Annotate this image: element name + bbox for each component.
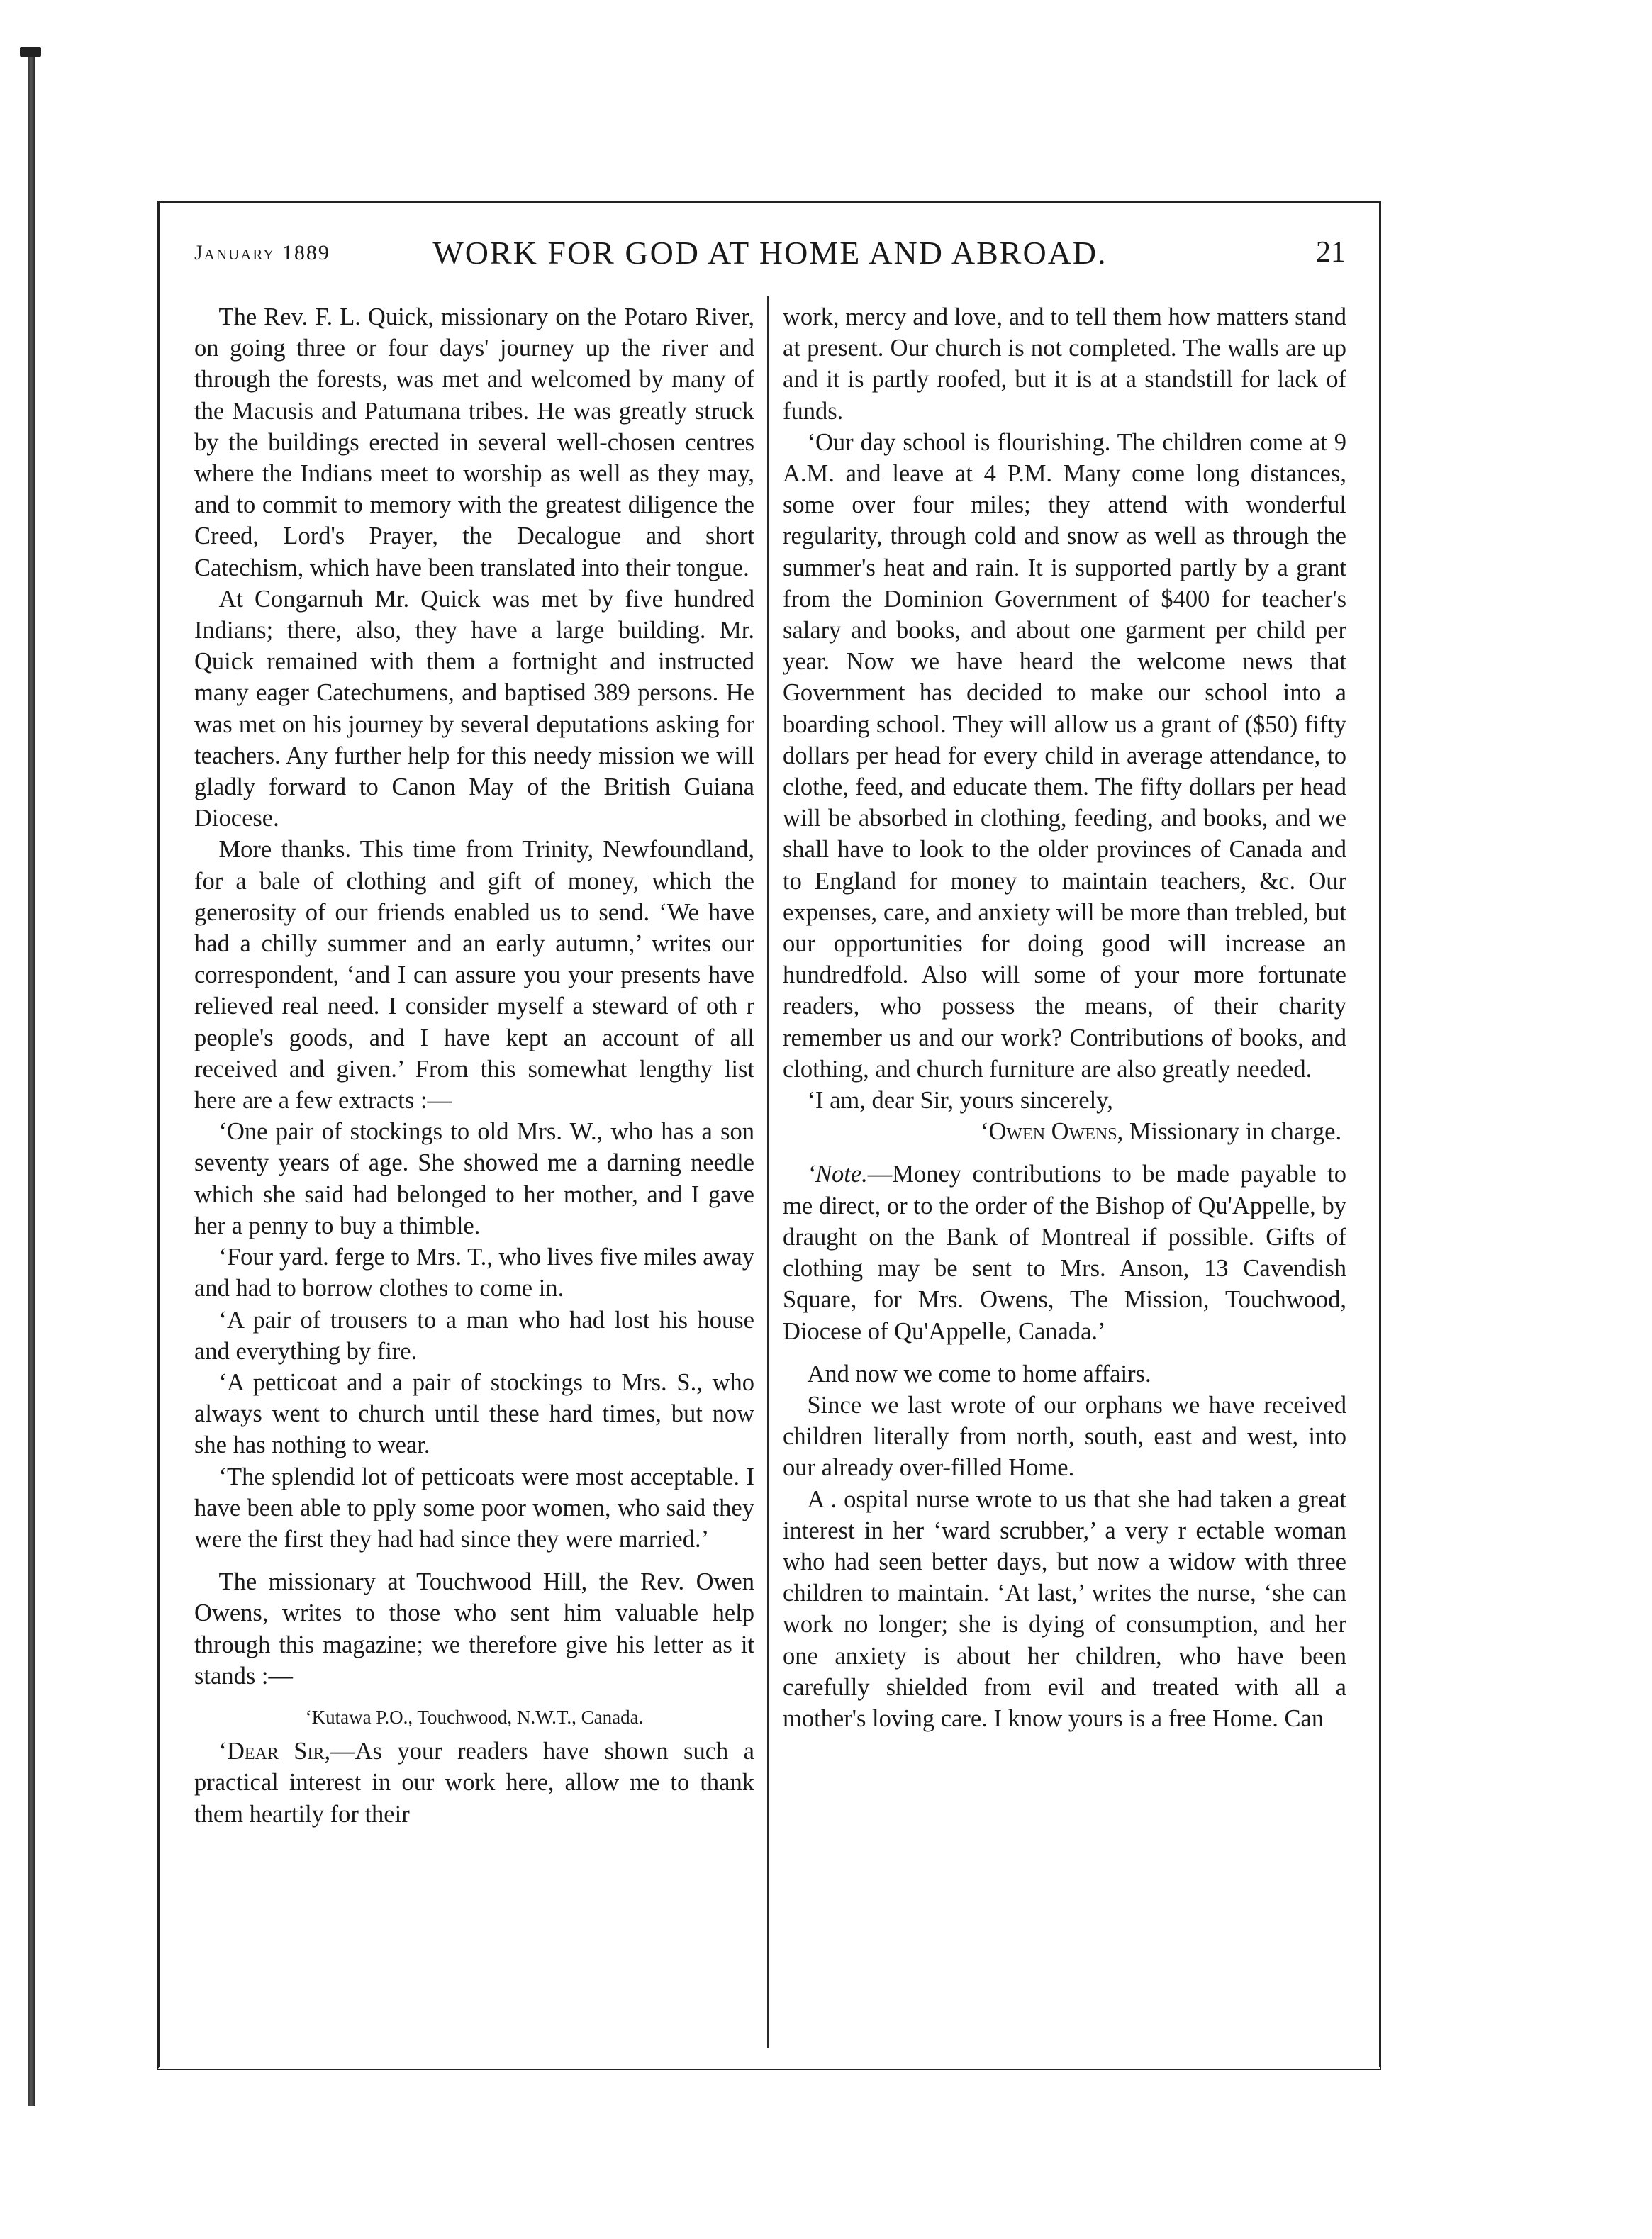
header-date: January 1889	[194, 241, 330, 264]
letter-start: —As your readers have shown such a practical interest in our work here, allow me to thank them heartily for their	[194, 1738, 754, 1828]
binding-mark	[20, 47, 41, 57]
right-column	[783, 301, 1346, 1734]
home-affairs-intro: And now we come to home affairs.	[807, 1360, 1151, 1387]
extract-splendid: ‘The splendid lot of petticoats were most acceptable. I have been able to pply some poor women, who said they were the first they had had since they were married.’	[194, 1463, 754, 1553]
letter-closing: ‘I am, dear Sir, yours sincerely,	[807, 1087, 1113, 1115]
note-paragraph	[783, 1158, 1346, 1346]
column-divider	[767, 296, 769, 2048]
extract-trousers: ‘A pair of trousers to a man who had lost his house and everything by fire.	[194, 1306, 754, 1365]
paragraph-church: work, mercy and love, and to tell them how matters stand at present. Our church is not completed. The walls are up and it is partly roofed, but it is at a standstill for lack of funds.	[783, 303, 1346, 425]
paragraph-orphans: Since we last wrote of our orphans we have received children literally from north, south, east and west, into our already over-filled Home.	[783, 1391, 1346, 1482]
paragraph-congarnuh: At Congarnuh Mr. Quick was met by five hundred Indians; there, also, they have a large building. Mr. Quick remained with them a fortnight and instructed many eager Catechumens, and baptised 389 persons. He was met on his journey by several deputations asking for teachers. Any further help for this needy mission we will gladly forward to Canon May of the British Guiana Diocese.	[194, 585, 754, 832]
letter-salutation: ‘Dear Sir,	[218, 1738, 331, 1765]
extract-stockings: ‘One pair of stockings to old Mrs. W., who has a son seventy years of age. She showed me a darning needle which she said had belonged to her mother, and I gave her a penny to buy a thimble.	[194, 1118, 754, 1239]
extract-petticoat: ‘A petticoat and a pair of stockings to Mrs. S., who always went to church until these hard times, but now she has nothing to wear.	[194, 1368, 754, 1459]
extract-serge: ‘Four yard. ferge to Mrs. T., who lives five miles away and had to borrow clothes to come in.	[194, 1244, 754, 1302]
paragraph-quick: The Rev. F. L. Quick, missionary on the Potaro River, on going three or four days' journey up the river and through the forests, was met and welcomed by many of the Macusis and Patumana tribes. He was greatly struck by the buildings erected in several well-chosen centres where the Indians meet to worship as well as they may, and to commit to memory with the greatest diligence the Creed, Lord's Prayer, the Decalogue and short Catechism, which have been translated into their tongue.	[194, 303, 754, 581]
letter-address: ‘Kutawa P.O., Touchwood, N.W.T., Canada.	[305, 1706, 644, 1728]
page-number: 21	[1316, 236, 1346, 269]
paragraph-hospital-nurse: A . ospital nurse wrote to us that she had taken a great interest in her ‘ward scrubber,’ a very r ectable woman who had seen better days, but now a widow with three children to maintain. ‘At last,’ writes the nurse, ‘she can work no longer; she is dying of consumption, and her one anxiety is about her children, who have been carefully shielded from evil and treated with all a mother's loving care. I know yours is a free Home. Can	[783, 1485, 1346, 1732]
page-binding-edge	[28, 50, 35, 2106]
note-text: —Money contributions to be made payable to me direct, or to the order of the Bishop of Qu'Appelle, by draught on the Bank of Montreal if possible. Gifts of clothing may be sent to Mrs. Anson, 13 Cavendish Square, for Mrs. Owens, The Mission, Touchwood, Diocese of Qu'Appelle, Canada.’	[783, 1161, 1346, 1345]
signature-name: ‘Owen Owens,	[981, 1118, 1124, 1146]
note-label: ‘Note.	[807, 1161, 868, 1188]
paragraph-thanks: More thanks. This time from Trinity, Newfoundland, for a bale of clothing and gift of money, which the generosity of our friends enabled us to send. ‘We have had a chilly summer and an early autumn,’ writes our correspondent, ‘and I can assure you your presents have relieved real need. I consider myself a steward of oth r people's goods, and I have kept an account of all received and given.’ From this somewhat lengthy list here are a few extracts :—	[194, 836, 754, 1115]
paragraph-day-school: ‘Our day school is flourishing. The children come at 9 A.M. and leave at 4 P.M. Many come long distances, some over four miles; they attend with wonderful regularity, through cold and snow as well as through the summer's heat and rain. It is supported partly by a grant from the Dominion Government of $400 for teacher's salary and books, and about one garment per child per year. Now we have heard the welcome news that Government has decided to make our school into a boarding school. They will allow us a grant of ($50) fifty dollars per head for every child in average attendance, to clothe, feed, and educate them. The fifty dollars per head will be absorbed in clothing, feeding, and books, and we shall have to look to the older provinces of Canada and to England for money to maintain teachers, &c. Our expenses, care, and anxiety will be more than trebled, but our opportunities for doing good will increase an hundredfold. Also will some of your more fortunate readers, who possess the means, of their charity remember us and our work? Contributions of books, and clothing, and church furniture are also greatly needed.	[783, 428, 1346, 1083]
running-header	[194, 234, 1346, 277]
paragraph-owens-intro: The missionary at Touchwood Hill, the Rev. Owen Owens, writes to those who sent him valuable help through this magazine; we therefore give his letter as it stands :—	[194, 1568, 754, 1690]
letter-signature	[783, 1116, 1346, 1147]
letter-opening	[194, 1736, 754, 1830]
left-column	[194, 301, 754, 1830]
signature-role: Missionary in charge.	[1123, 1118, 1342, 1146]
header-title: WORK FOR GOD AT HOME AND ABROAD.	[432, 235, 1107, 271]
